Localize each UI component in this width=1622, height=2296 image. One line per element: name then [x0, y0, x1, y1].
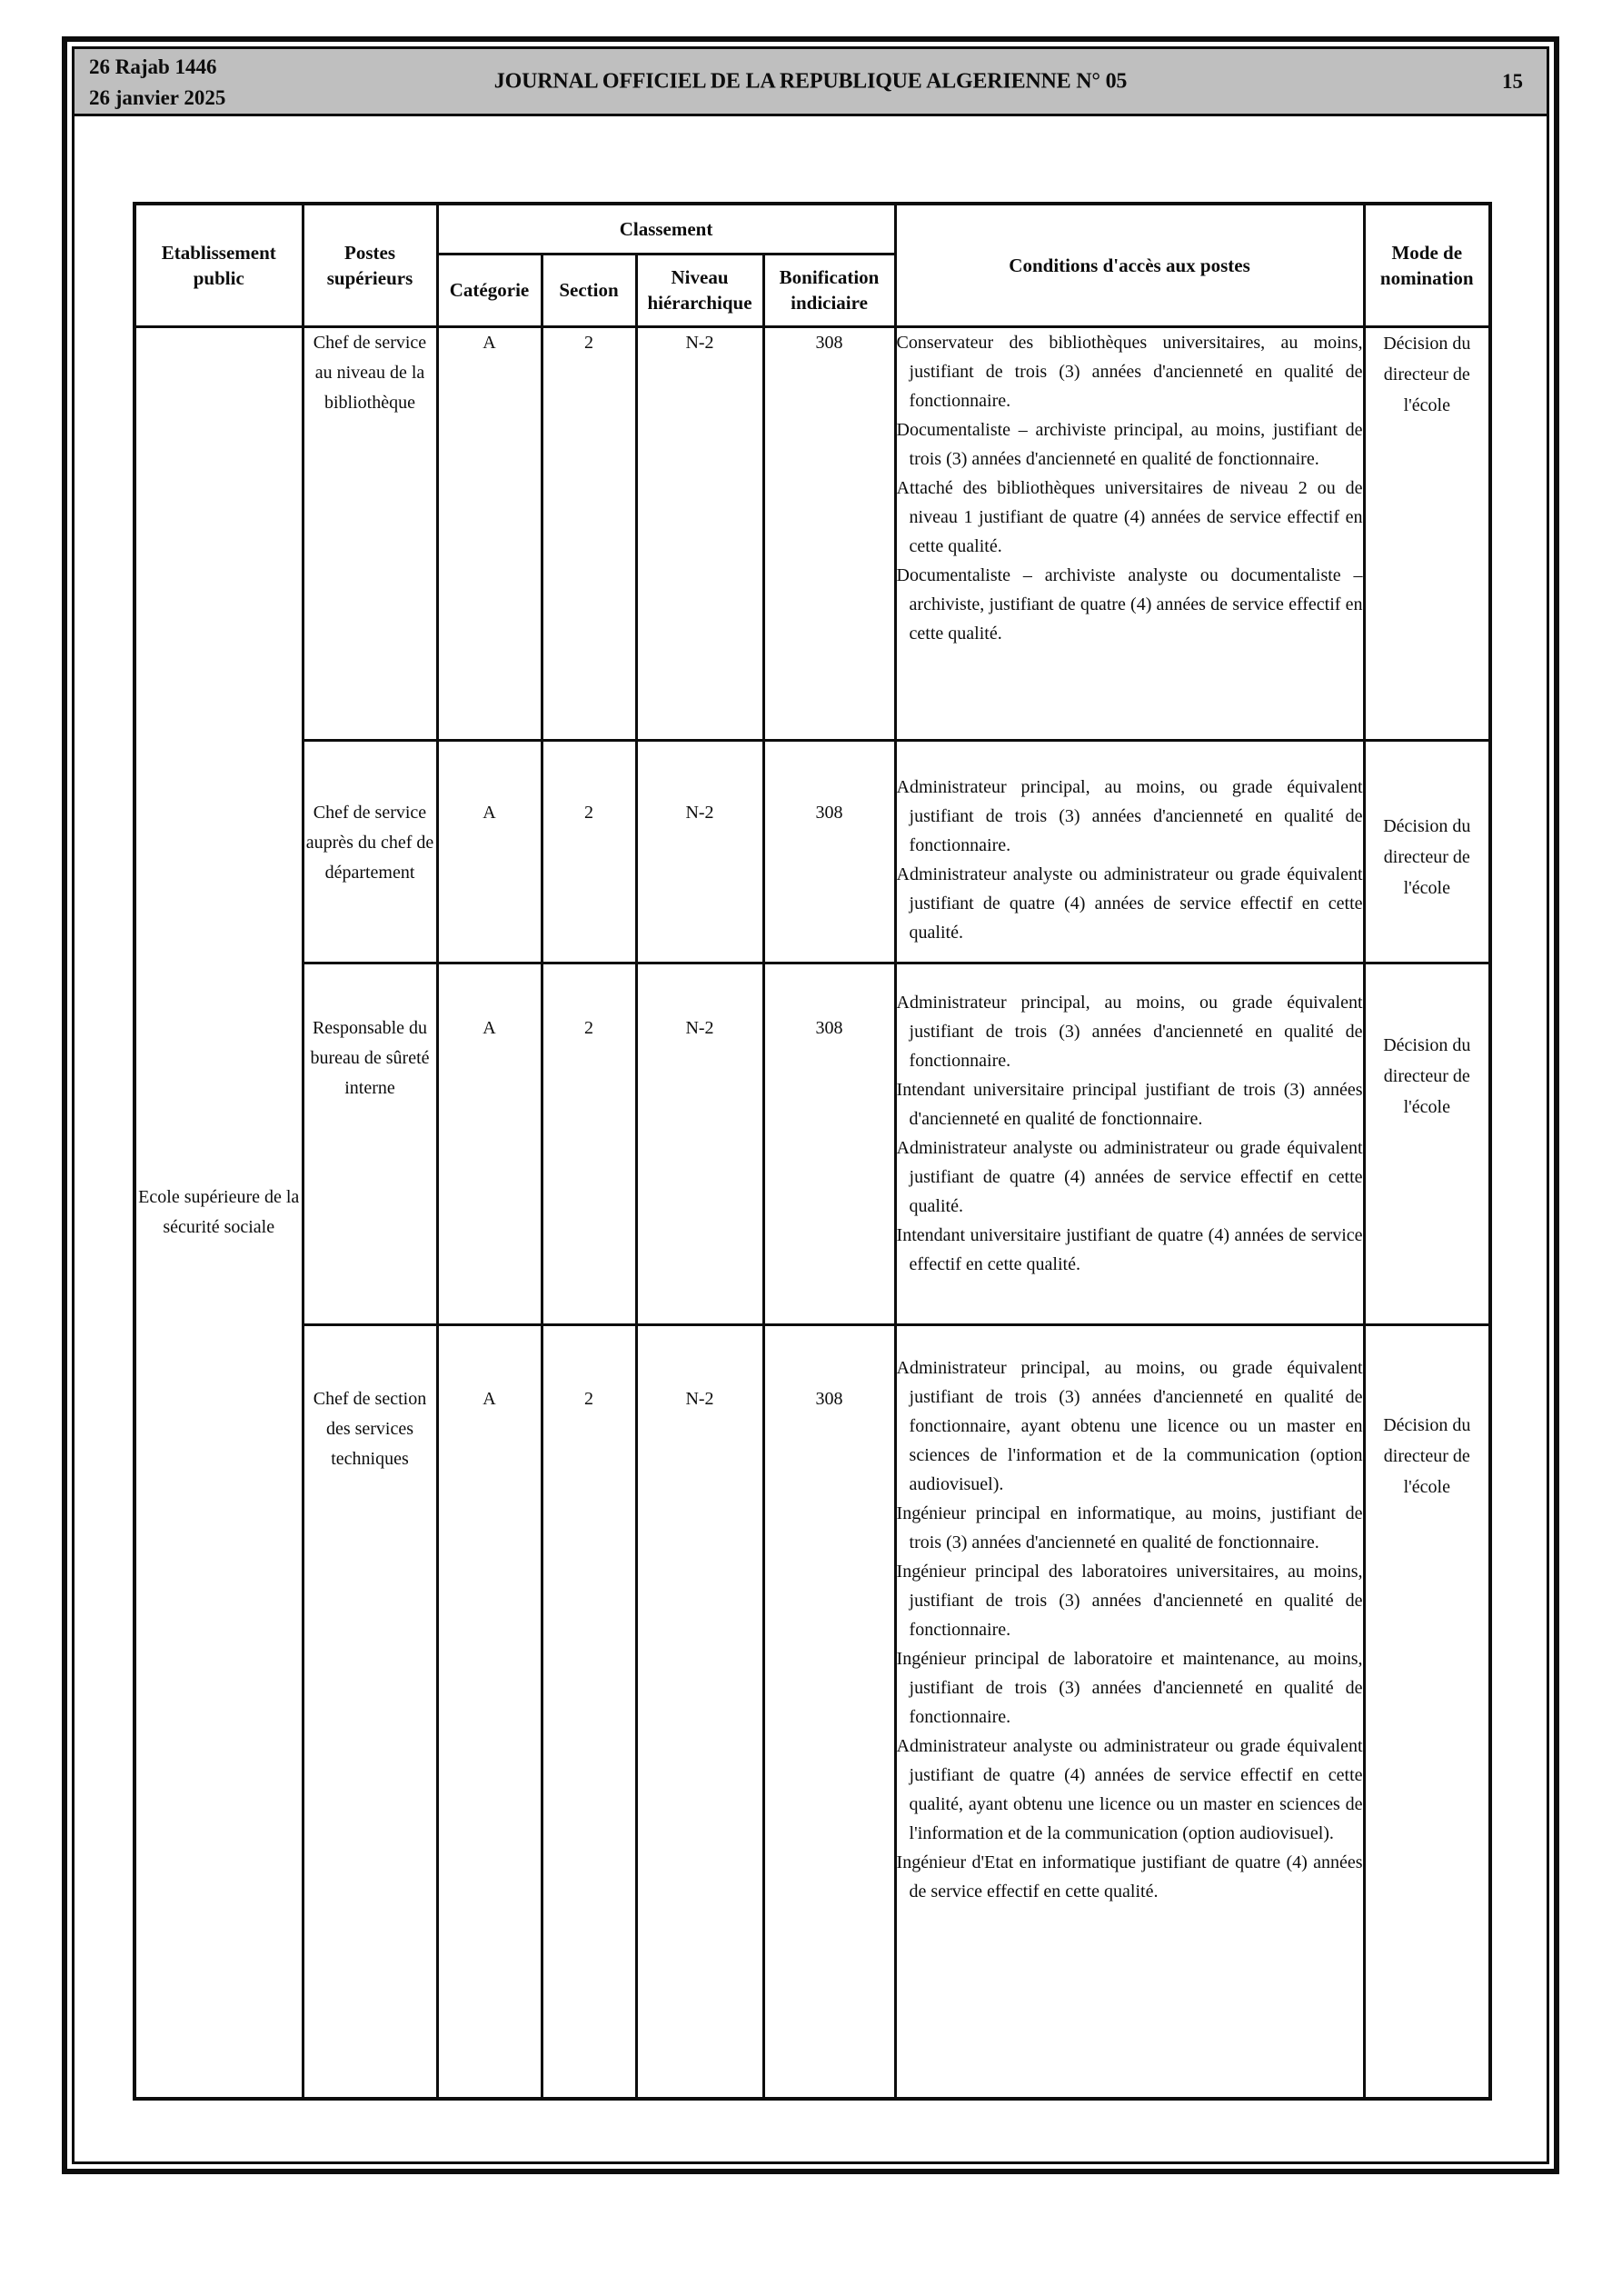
condition-paragraph: Intendant universitaire principal justifiant de trois (3) années d'ancienneté en qualité de fonctionnaire.: [896, 1079, 1363, 1129]
condition-paragraph: Ingénieur principal des laboratoires universitaires, au moins, justifiant de trois (3) années d'ancienneté en qualité de fonctionnaire.: [896, 1561, 1363, 1640]
section-cell: 2: [542, 1324, 636, 2099]
page-number: 15: [1502, 69, 1523, 93]
niveau-cell: N-2: [636, 1324, 763, 2099]
header-bonification: Bonification indiciaire: [763, 254, 895, 326]
niveau-cell: N-2: [636, 963, 763, 1324]
condition-paragraph: Administrateur principal, au moins, ou grade équivalent justifiant de trois (3) années d'ancienneté en qualité de fonctionnaire.: [896, 776, 1363, 855]
poste-cell: Chef de section des services techniques: [303, 1324, 437, 2099]
categorie-cell: A: [437, 963, 542, 1324]
condition-paragraph: Administrateur principal, au moins, ou grade équivalent justifiant de trois (3) années d'ancienneté en qualité de fonctionnaire.: [896, 992, 1363, 1071]
condition-paragraph: Conservateur des bibliothèques universitaires, au moins, justifiant de trois (3) années d'ancienneté en qualité de fonctionnaire.: [896, 332, 1363, 411]
condition-paragraph: Intendant universitaire justifiant de quatre (4) années de service effectif en cette qualité.: [896, 1224, 1363, 1274]
condition-paragraph: Documentaliste – archiviste principal, au moins, justifiant de trois (3) années d'ancienneté en qualité de fonctionnaire.: [896, 419, 1363, 469]
conditions-cell: [895, 963, 1364, 1324]
officials-table: [133, 202, 1492, 2101]
poste-cell: Chef de service auprès du chef de département: [303, 740, 437, 963]
header-section: Section: [542, 254, 636, 326]
date-gregorian: 26 janvier 2025: [89, 86, 226, 109]
conditions-cell: [895, 1324, 1364, 2099]
condition-paragraph: Ingénieur d'Etat en informatique justifiant de quatre (4) années de service effectif en cette qualité.: [896, 1852, 1363, 1902]
condition-paragraph: Administrateur analyste ou administrateur ou grade équivalent justifiant de quatre (4) années de service effectif en cette qualité, ayant obtenu une licence ou un master en sciences de l'information et de la communication (option audiovisuel).: [896, 1735, 1363, 1843]
page-frame-outer: [62, 36, 1559, 2174]
table-row: [134, 740, 1490, 963]
mode-cell: Décision du directeur de l'école: [1364, 326, 1490, 740]
etablissement-cell: Ecole supérieure de la sécurité sociale: [134, 326, 303, 2099]
conditions-cell: [895, 740, 1364, 963]
section-cell: 2: [542, 963, 636, 1324]
header-niveau: Niveau hiérarchique: [636, 254, 763, 326]
header-mode: Mode de nomination: [1364, 204, 1490, 326]
section-cell: 2: [542, 740, 636, 963]
header-row-top: [134, 204, 1490, 254]
condition-paragraph: Ingénieur principal de laboratoire et maintenance, au moins, justifiant de trois (3) années d'ancienneté en qualité de fonctionnaire.: [896, 1648, 1363, 1727]
table-row: [134, 326, 1490, 740]
section-cell: 2: [542, 326, 636, 740]
bonification-cell: 308: [763, 740, 895, 963]
header-postes: Postes supérieurs: [303, 204, 437, 326]
mode-cell: Décision du directeur de l'école: [1364, 1324, 1490, 2099]
categorie-cell: A: [437, 1324, 542, 2099]
header-etablissement: Etablissement public: [134, 204, 303, 326]
condition-paragraph: Attaché des bibliothèques universitaires de niveau 2 ou de niveau 1 justifiant de quatre (4) années de service effectif en cette qualité.: [896, 477, 1363, 556]
categorie-cell: A: [437, 326, 542, 740]
bonification-cell: 308: [763, 963, 895, 1324]
bonification-cell: 308: [763, 326, 895, 740]
condition-paragraph: Administrateur principal, au moins, ou grade équivalent justifiant de trois (3) années d'ancienneté en qualité de fonctionnaire, ayant obtenu une licence ou un master en sciences de l'information et de la communication (option audiovisuel).: [896, 1357, 1363, 1494]
header-classement: Classement: [437, 204, 895, 254]
date-hijri: 26 Rajab 1446: [89, 55, 217, 78]
header-conditions: Conditions d'accès aux postes: [895, 204, 1364, 326]
table-row: [134, 1324, 1490, 2099]
condition-paragraph: Documentaliste – archiviste analyste ou documentaliste – archiviste, justifiant de quatre (4) années de service effectif en cette qualité.: [896, 564, 1363, 644]
condition-paragraph: Administrateur analyste ou administrateur ou grade équivalent justifiant de quatre (4) années de service effectif en cette qualité.: [896, 1137, 1363, 1216]
bonification-cell: 308: [763, 1324, 895, 2099]
table-row: [134, 963, 1490, 1324]
conditions-cell: [895, 326, 1364, 740]
masthead: [75, 49, 1547, 116]
mode-cell: Décision du directeur de l'école: [1364, 740, 1490, 963]
condition-paragraph: Ingénieur principal en informatique, au moins, justifiant de trois (3) années d'ancienneté en qualité de fonctionnaire.: [896, 1502, 1363, 1552]
condition-paragraph: Administrateur analyste ou administrateur ou grade équivalent justifiant de quatre (4) années de service effectif en cette qualité.: [896, 863, 1363, 943]
header-categorie: Catégorie: [437, 254, 542, 326]
poste-cell: Responsable du bureau de sûreté interne: [303, 963, 437, 1324]
niveau-cell: N-2: [636, 740, 763, 963]
mode-cell: Décision du directeur de l'école: [1364, 963, 1490, 1324]
page-frame-inner: [72, 46, 1549, 2164]
journal-title: JOURNAL OFFICIEL DE LA REPUBLIQUE ALGERIENNE N° 05: [493, 69, 1128, 93]
categorie-cell: A: [437, 740, 542, 963]
niveau-cell: N-2: [636, 326, 763, 740]
poste-cell: Chef de service au niveau de la bibliothèque: [303, 326, 437, 740]
